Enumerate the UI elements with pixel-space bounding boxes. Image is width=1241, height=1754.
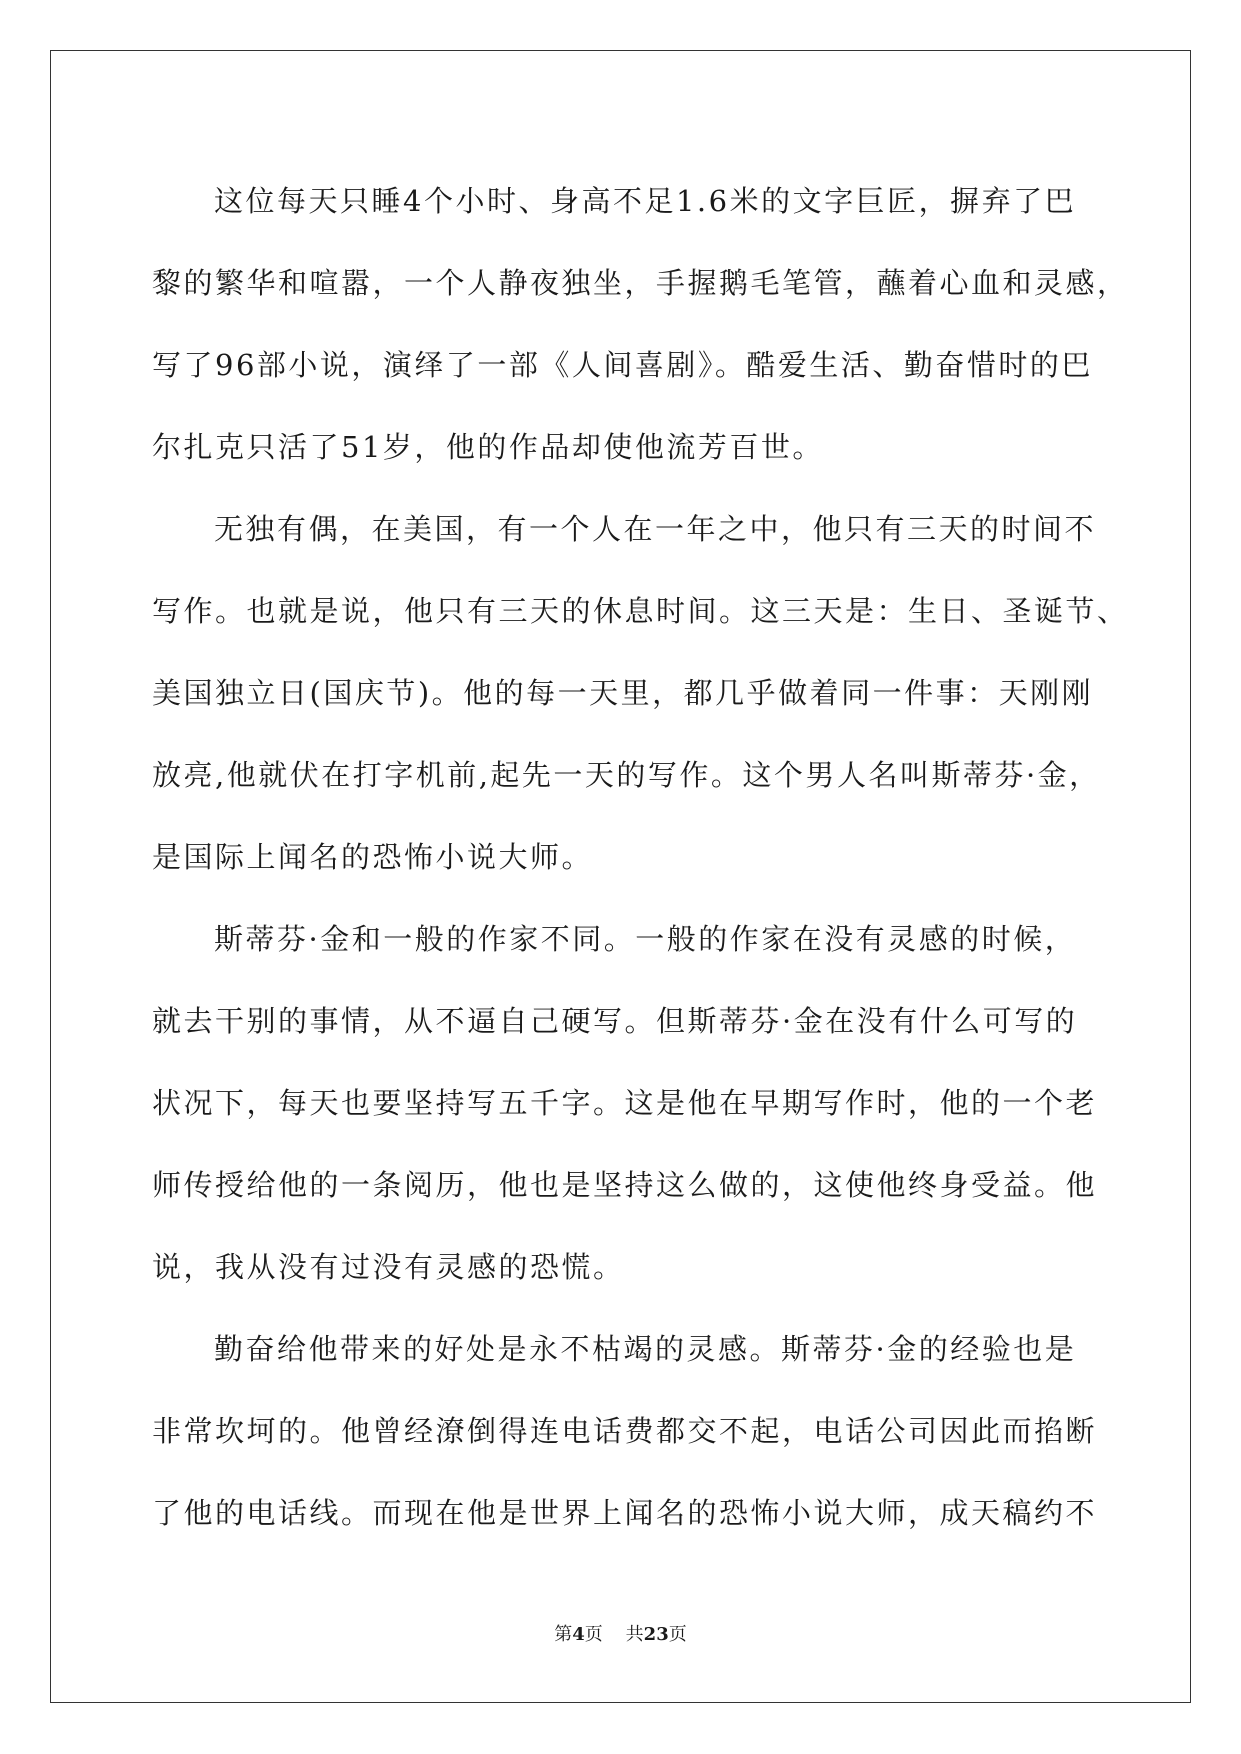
total-page-count: 23 xyxy=(643,1624,669,1645)
text-line: 写了96部小说，演绎了一部《人间喜剧》。酷爱生活、勤奋惜时的巴 xyxy=(152,348,1093,382)
text-line: 放亮,他就伏在打字机前,起先一天的写作。这个男人名叫斯蒂芬·金， xyxy=(152,758,1101,792)
footer-total-suffix: 页 xyxy=(668,1624,687,1645)
text-line: 状况下，每天也要坚持写五千字。这是他在早期写作时，他的一个老 xyxy=(152,1086,1098,1120)
text-line: 写作。也就是说，他只有三天的休息时间。这三天是：生日、圣诞节、 xyxy=(152,594,1129,628)
footer-page-suffix: 页 xyxy=(584,1624,603,1645)
text-line: 就去干别的事情，从不逼自己硬写。但斯蒂芬·金在没有什么可写的 xyxy=(152,1004,1078,1038)
text-line: 美国独立日(国庆节)。他的每一天里，都几乎做着同一件事：天刚刚 xyxy=(152,676,1094,710)
document-body xyxy=(152,160,1129,1554)
text-line: 无独有偶，在美国，有一个人在一年之中，他只有三天的时间不 xyxy=(214,512,1097,546)
text-line: 是国际上闻名的恐怖小说大师。 xyxy=(152,840,594,874)
footer-prefix: 第 xyxy=(554,1624,573,1645)
text-line: 师传授给他的一条阅历，他也是坚持这么做的，这使他终身受益。他 xyxy=(152,1168,1098,1202)
text-line: 了他的电话线。而现在他是世界上闻名的恐怖小说大师，成天稿约不 xyxy=(152,1496,1098,1530)
footer-total-prefix: 共 xyxy=(625,1624,644,1645)
text-line: 说，我从没有过没有灵感的恐慌。 xyxy=(152,1250,625,1284)
current-page-number: 4 xyxy=(572,1624,585,1645)
text-line: 这位每天只睡4个小时、身高不足1.6米的文字巨匠，摒弃了巴 xyxy=(214,184,1077,218)
text-line: 尔扎克只活了51岁，他的作品却使他流芳百世。 xyxy=(152,430,824,464)
text-line: 勤奋给他带来的好处是永不枯竭的灵感。斯蒂芬·金的经验也是 xyxy=(214,1332,1077,1366)
page-footer xyxy=(0,1620,1241,1646)
text-line: 黎的繁华和喧嚣，一个人静夜独坐，手握鹅毛笔管，蘸着心血和灵感， xyxy=(152,266,1129,300)
text-line: 斯蒂芬·金和一般的作家不同。一般的作家在没有灵感的时候， xyxy=(214,922,1077,956)
text-line: 非常坎坷的。他曾经潦倒得连电话费都交不起，电话公司因此而掐断 xyxy=(152,1414,1098,1448)
